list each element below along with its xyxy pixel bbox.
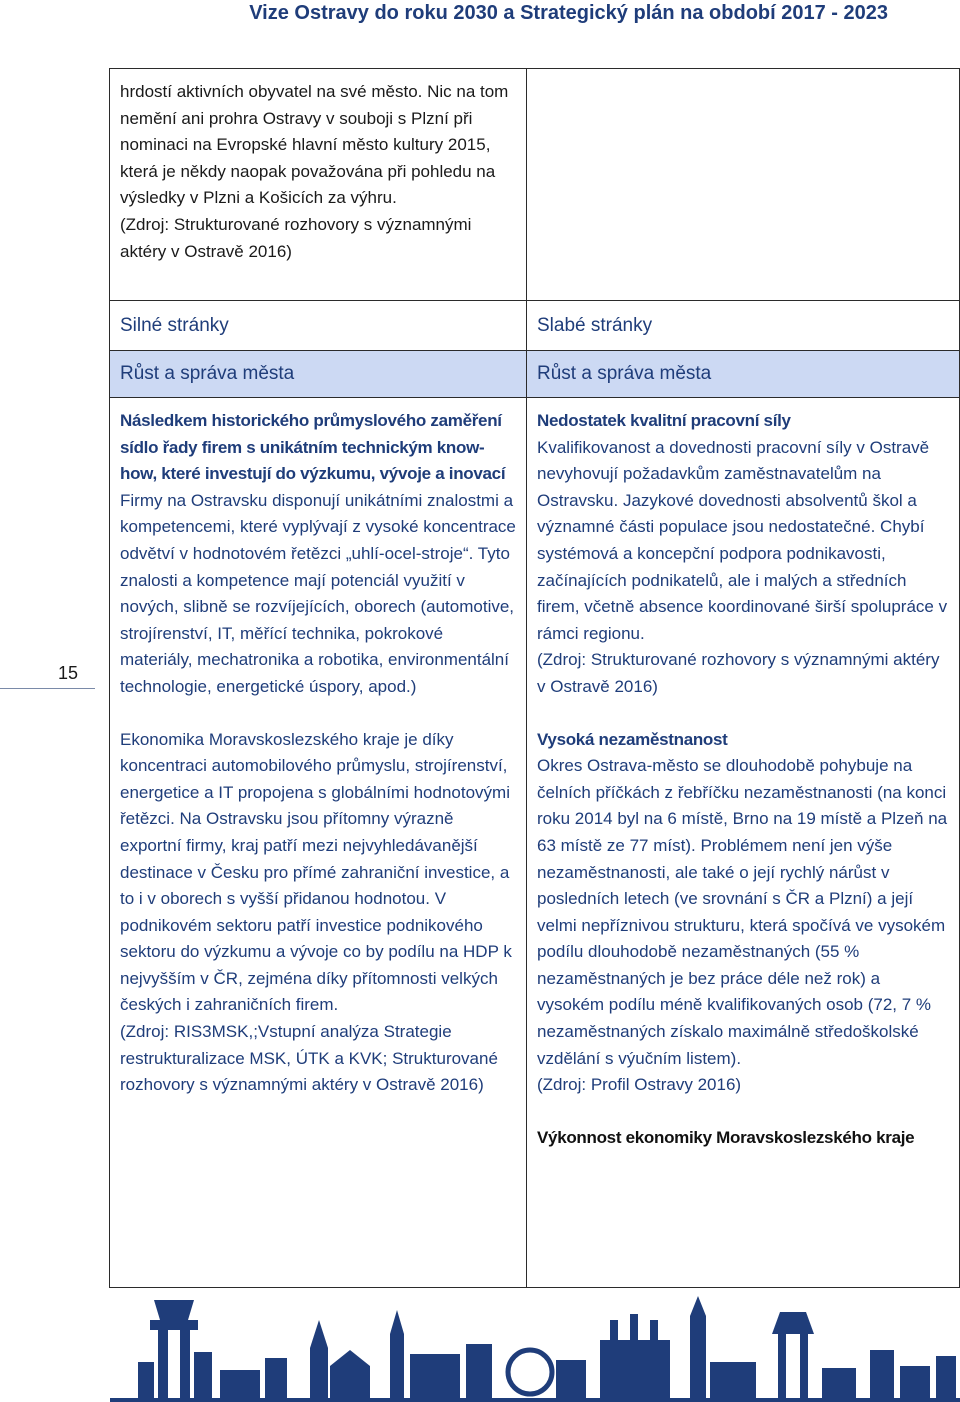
strengths-content [110, 398, 527, 1288]
strength-item-source: (Zdroj: RIS3MSK,;Vstupní analýza Strategie restrukturalizace MSK, ÚTK a KVK; Strukturované rozhovory s významnými aktéry v Ostravě 2016) [120, 1022, 498, 1095]
weakness-item-title: Nedostatek kvalitní pracovní síly [537, 411, 791, 430]
strength-item-title: Následkem historického průmyslového zaměření sídlo řady firem s unikátním technickým know-how, které investují do výzkumu, vývoje a inovací [120, 411, 506, 484]
weakness-item [537, 1125, 949, 1152]
weaknesses-header: Slabé stránky [527, 301, 960, 351]
weaknesses-subheader: Růst a správa města [527, 351, 960, 398]
document-header: Vize Ostravy do roku 2030 a Strategický plán na období 2017 - 2023 [249, 2, 888, 24]
ostrava-skyline-illustration [110, 1290, 960, 1402]
subheader-row [110, 351, 960, 398]
strength-item [120, 408, 516, 701]
strengths-header: Silné stránky [110, 301, 527, 351]
strength-item-body: Ekonomika Moravskoslezského kraje je díky koncentraci automobilového průmyslu, strojírenství, energetice a IT propojena s globálními hodnotovými řetězci. Na Ostravsku jsou přítomny výrazně exportní firmy, kraj patří mezi nejvyhledávanější destinace v Česku pro přímé zahraniční investice, a to i v oborech s vyšší přidanou hodnotou. V podnikovém sektoru patří investice podnikového sektoru do výzkumu a vývoje co by podílu na HDP k nejvyšším v ČR, zejména díky přítomnosti velkých českých i zahraničních firem. [120, 729, 512, 1015]
intro-text: hrdostí aktivních obyvatel na své město. Nic na tom nemění ani prohra Ostravy v souboji s Plzní při nominaci na Evropské hlavní město kultury 2015, která je někdy naopak považována při pohledu na výsledky v Plzni a Košicích za výhru. [120, 82, 509, 208]
content-row [110, 398, 960, 1288]
weakness-item-source: (Zdroj: Profil Ostravy 2016) [537, 1075, 742, 1095]
intro-source: (Zdroj: Strukturované rozhovory s významnými aktéry v Ostravě 2016) [120, 214, 472, 261]
weaknesses-content [527, 398, 960, 1288]
weakness-item [537, 408, 949, 701]
intro-empty-cell [527, 69, 960, 301]
intro-cell [110, 69, 527, 301]
strength-item-body: Firmy na Ostravsku disponují unikátními znalostmi a kompetencemi, které vyplývají z vysoké koncentrace odvětví v hodnotovém řetězci „uhlí-ocel-stroje“. Tyto znalosti a kompetence mají potenciál využití v nových, slibně se rozvíjejících, oborech (automotive, strojírenství, IT, měřící technika, pokrokové materiály, mechatronika a robotika, environmentální technologie, energetické úspory, apod.) [120, 490, 516, 696]
weakness-item-source: (Zdroj: Strukturované rozhovory s významnými aktéry v Ostravě 2016) [537, 650, 940, 696]
header-row [110, 301, 960, 351]
weakness-item-title: Vysoká nezaměstnanost [537, 729, 728, 749]
page-number-rule [0, 688, 95, 689]
strengths-subheader: Růst a správa města [110, 351, 527, 398]
weakness-item-body: Okres Ostrava-město se dlouhodobě pohybuje na čelních příčkách z řebříčku nezaměstnanosti (na konci roku 2014 byl na 6 místě, Brno na 19 místě a Plzeň na 63 místě ze 77 míst). Problémem není jen výše nezaměstnanosti, ale také o její rychlý nárůst v posledních letech (ve srovnání s ČR a Plzní) a její velmi nepříznivou strukturu, která spočívá ve vysokém podílu dlouhodobě nezaměstnaných (55 % nezaměstnaných je bez práce déle než rok) a vysokém podílu méně kvalifikovaných osob (72, 7 % nezaměstnaných získalo maximálně středoškolské vzdělání s výučním listem). [537, 756, 948, 1068]
strength-item [120, 727, 516, 1099]
weakness-item [537, 727, 949, 1099]
weakness-item-title: Výkonnost ekonomiky Moravskoslezského kraje [537, 1127, 915, 1147]
page-number: 15 [57, 663, 79, 683]
swot-table [109, 68, 960, 1288]
intro-row [110, 69, 960, 301]
weakness-item-body: Kvalifikovanost a dovednosti pracovní síly v Ostravě nevyhovují požadavkům zaměstnavatelům na Ostravsku. Jazykové dovednosti absolventů škol a významné části populace jsou nedostatečné. Chybí systémová a koncepční podpora podnikavosti, začínajících podnikatelů, ale i malých a středních firem, včetně absence koordinované širší spolupráce v rámci regionu. [537, 437, 948, 643]
